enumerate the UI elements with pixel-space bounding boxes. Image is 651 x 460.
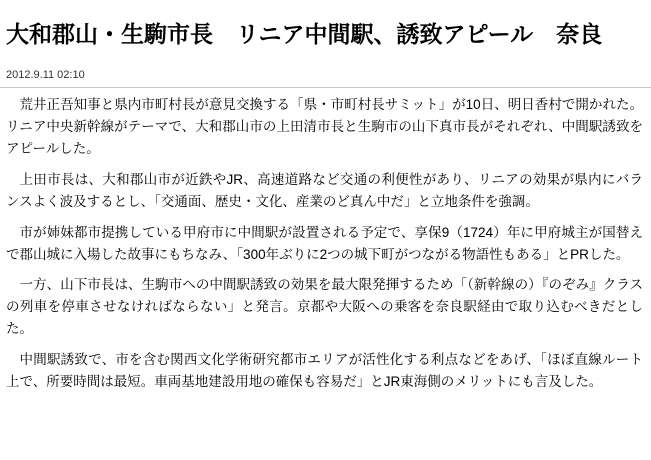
article-paragraph: 荒井正吾知事と県内市町村長が意見交換する「県・市町村長サミット」が10日、明日香村で開かれた。リニア中央新幹線がテーマで、大和郡山市の上田清市長と生駒市の山下真市長がそれぞれ、中間駅誘致をアピールした。 [6,97,643,157]
article-paragraph: 市が姉妹都市提携している甲府市に中間駅が設置される予定で、享保9（1724）年に甲府城主が国替えで郡山城に入場した故事にもちなみ、「300年ぶりに2つの城下町がつながる物語性もある」とPRした。 [6,224,643,262]
page-title: 大和郡山・生駒市長 リニア中間駅、誘致アピール 奈良 [6,21,603,48]
article-timestamp: 2012.9.11 02:10 [6,69,85,82]
article-body [0,88,651,392]
article-paragraph: 中間駅誘致で、市を含む関西文化学術研究都市エリアが活性化する利点などをあげ、「ほぼ直線ルート上で、所要時間は最短。車両基地建設用地の確保も容易だ」とJR東海側のメリットにも言及した。 [6,352,643,389]
article-paragraph: 上田市長は、大和郡山市が近鉄やJR、高速道路など交通の利便性があり、リニアの効果が県内にバランスよく波及するとし、「交通面、歴史・文化、産業のど真ん中だ」と立地条件を強調。 [6,172,643,209]
article-paragraph: 一方、山下市長は、生駒市への中間駅誘致の効果を最大限発揮するため「（新幹線の）『のぞみ』クラスの列車を停車させなければならない」と発言。京都や大阪への乗客を奈良駅経由で取り込むべきだとした。 [6,277,643,337]
